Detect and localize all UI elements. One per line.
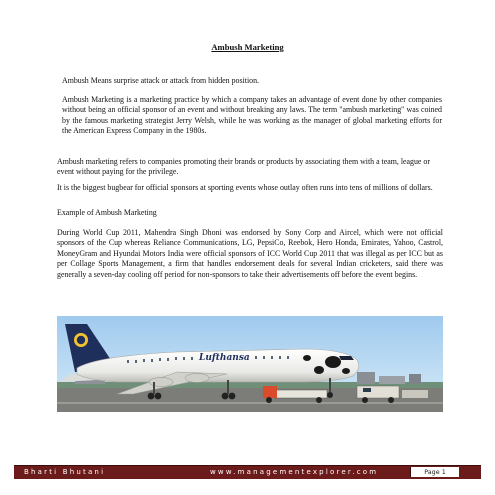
footer-website[interactable]: www.managementexplorer.com <box>210 468 379 476</box>
page-title: Ambush Marketing <box>211 42 284 52</box>
paragraph-world-cup-example: During World Cup 2011, Mahendra Singh Dhoni was endorsed by Sony Corp and Aircel, which were not official sponsors of the Cup whereas Reliance Communications, LG, PepsiCo, Reebok, Hero Honda, Emirates, Yahoo, Castrol, MoneyGram and Hyundai Motors India were official sponsors of ICC World Cup 2011 that was illegal as per ICC but as per Collage Sports Management, a firm that handles endorsement deals for several Indian cricketers, said there was generally a seven-day cooling off period for non-sponsors to take their advertisements off before the event begins. <box>57 228 443 279</box>
airline-livery-text: Lufthansa <box>199 353 250 363</box>
page-footer <box>14 465 481 479</box>
paragraph-promotion: Ambush marketing refers to companies promoting their brands or products by associating them with a team, league or event without paying for the privilege. <box>57 157 430 177</box>
paragraph-definition: Ambush Means surprise attack or attack from hidden position. <box>62 76 260 85</box>
paragraph-bugbear: It is the biggest bugbear for official sponsors at sporting events whose outlay often runs into tens of millions of dollars. <box>57 183 433 192</box>
paragraph-overview: Ambush Marketing is a marketing practice by which a company takes an advantage of event done by other companies without being an official sponsor of an event and without breaking any laws. The term "ambush marketing" was coined by the famous marketing strategist Jerry Welsh, while he was working as the manager of global marketing efforts for the American Express Company in the 1980s. <box>62 95 442 136</box>
airplane-illustration <box>57 316 443 412</box>
airplane-photo <box>57 316 443 412</box>
paragraph-example-heading: Example of Ambush Marketing <box>57 208 157 217</box>
footer-page-number: Page 1 <box>410 467 459 477</box>
footer-author: Bharti Bhutani <box>24 468 106 476</box>
